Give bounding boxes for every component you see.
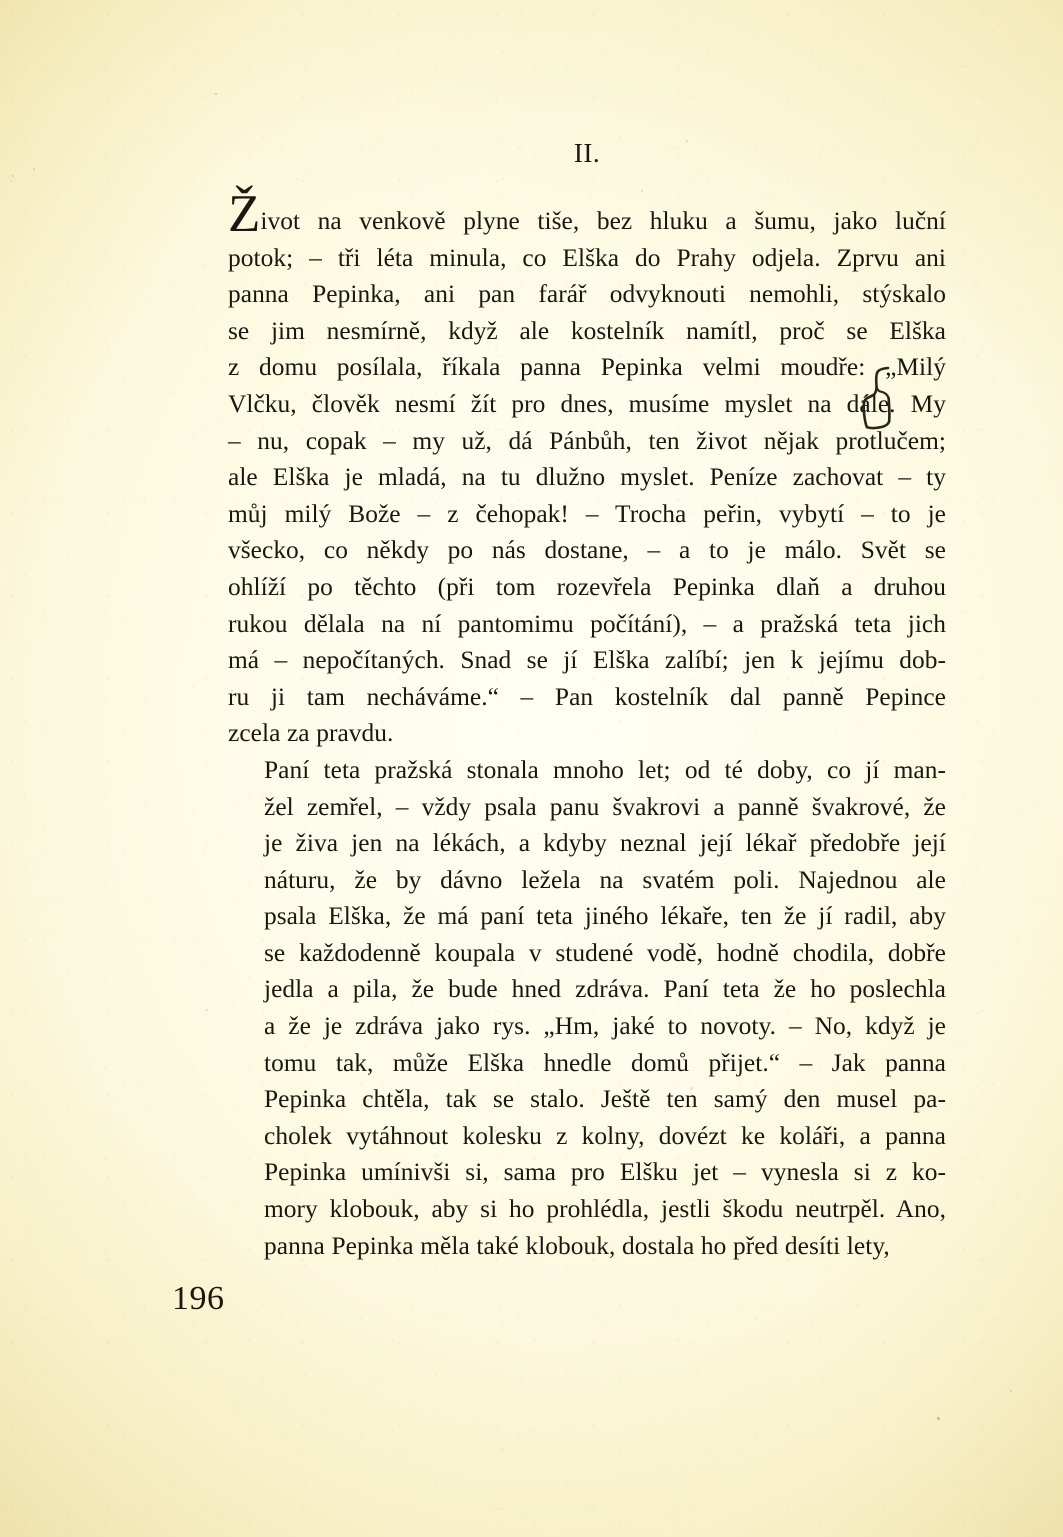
paragraph-1-line-3: panna Pepinka, ani pan farář odvyknouti nemohli, stýskalo bbox=[228, 280, 946, 309]
drop-cap-initial: Ž bbox=[228, 185, 261, 243]
paragraph-2-line-1: Paní teta pražská stonala mnoho let; od té doby, co jí man- bbox=[264, 755, 946, 784]
paper-speck bbox=[937, 1417, 940, 1420]
paragraph-1 bbox=[228, 185, 946, 752]
paragraph-2-line-7: jedla a pila, že bude hned zdráva. Paní teta že ho poslechla bbox=[264, 975, 946, 1004]
paragraph-1-line-1 bbox=[228, 185, 946, 243]
paragraph-2-line-5: psala Elška, že má paní teta jiného lékaře, ten že jí radil, aby bbox=[264, 902, 946, 931]
chapter-number-heading: II. bbox=[573, 138, 601, 168]
paragraph-1-line-14: ru ji tam necháváme.“ – Pan kostelník dal panně Pepince bbox=[228, 682, 946, 711]
paper-speck bbox=[12, 175, 14, 177]
paragraph-1-line-13: má – nepočítaných. Snad se jí Elška zalíbí; jen k jejímu dob- bbox=[228, 646, 946, 675]
paragraph-2-line-4: náturu, že by dávno ležela na svatém poli. Najednou ale bbox=[264, 865, 946, 894]
paragraph-2-line-3: je živa jen na lékách, a kdyby neznal její lékař předobře její bbox=[264, 829, 946, 858]
paragraph-1-line-12: rukou dělala na ní pantomimu počítání), – a pražská teta jich bbox=[228, 609, 946, 638]
paragraph-2-line-10: Pepinka chtěla, tak se stalo. Ještě ten samý den musel pa- bbox=[264, 1085, 946, 1114]
text-block bbox=[228, 140, 946, 1264]
paragraph-1-line-8: ale Elška je mladá, na tu dlužno myslet. Peníze zachovat – ty bbox=[228, 463, 946, 492]
paragraph-1-line-4: se jim nesmírně, když ale kostelník namítl, proč se Elška bbox=[228, 316, 946, 345]
paper-speck bbox=[215, 93, 217, 95]
paragraph-2-line-9: tomu tak, může Elška hnedle domů přijet.“ – Jak panna bbox=[264, 1048, 946, 1077]
paragraph-2-line-13: mory klobouk, aby si ho prohlédla, jestli škodu neutrpěl. Ano, bbox=[264, 1195, 946, 1224]
paragraph-2-line-2: žel zemřel, – vždy psala panu švakrovi a panně švakrové, že bbox=[264, 792, 946, 821]
paragraph-1-line-15: zcela za pravdu. bbox=[228, 719, 394, 748]
paragraph-1-line-11: ohlíží po těchto (při tom rozevřela Pepinka dlaň a druhou bbox=[228, 572, 946, 601]
paragraph-2-line-12: Pepinka umínivši si, sama pro Elšku jet – vynesla si z ko- bbox=[264, 1158, 946, 1187]
paragraph-2-line-6: se každodenně koupala v studené vodě, hodně chodila, dobře bbox=[264, 938, 946, 967]
paragraph-2-line-8: a že je zdráva jako rys. „Hm, jaké to novoty. – No, když je bbox=[264, 1012, 946, 1041]
paragraph-1-line-10: všecko, co někdy po nás dostane, – a to je málo. Svět se bbox=[228, 536, 946, 565]
paragraph-1-line-2: potok; – tři léta minula, co Elška do Prahy odjela. Zprvu ani bbox=[228, 243, 946, 272]
paper-speck bbox=[1010, 1390, 1012, 1392]
paragraph-1-line-1-text: ivot na venkově plyne tiše, bez hluku a šumu, jako luční bbox=[260, 207, 946, 235]
paragraph-2-line-11: cholek vytáhnout kolesku z kolny, dovézt ke koláři, a panna bbox=[264, 1121, 946, 1150]
paragraph-1-line-7: – nu, copak – my už, dá Pánbůh, ten život nějak protlučem; bbox=[228, 426, 946, 455]
paragraph-2 bbox=[228, 752, 946, 1264]
paragraph-1-line-9: můj milý Bože – z čehopak! – Trocha peřin, vybytí – to je bbox=[228, 499, 946, 528]
paper-speck bbox=[33, 168, 35, 170]
paper-speck bbox=[206, 1009, 208, 1011]
paragraph-2-line-14: panna Pepinka měla také klobouk, dostala ho před desíti lety, bbox=[264, 1231, 890, 1260]
page-number-folio: 196 bbox=[172, 1280, 225, 1317]
paragraph-1-line-5: z domu posílala, říkala panna Pepinka velmi moudře: „Milý bbox=[228, 353, 946, 382]
paragraph-1-line-6: Vlčku, člověk nesmí žít pro dnes, musíme myslet na dále. My bbox=[228, 389, 946, 418]
